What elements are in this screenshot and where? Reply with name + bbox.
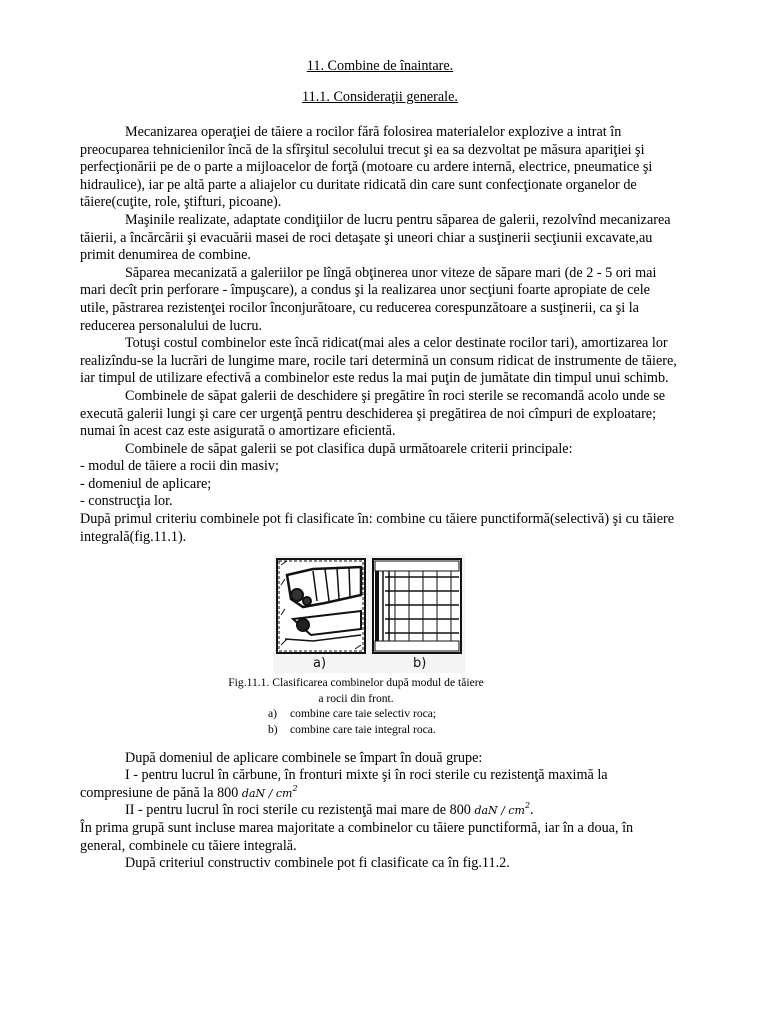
caption-item-marker: b) <box>268 723 278 737</box>
unit-exponent: 2 <box>524 801 531 811</box>
paragraph-9-text: I - pentru lucrul în cărbune, în fronturi mixte şi în roci sterile cu rezistenţă maximă la compresiune de pănă la 800 <box>80 767 608 801</box>
paragraph-6: Combinele de săpat galerii se pot clasifica după următoarele criterii principale: <box>125 440 573 457</box>
section-title-text: 11.1. Consideraţii generale. <box>302 89 458 105</box>
figure-image <box>273 555 465 673</box>
paragraph-9 <box>80 767 680 802</box>
section-title <box>80 89 680 107</box>
paragraph-12: După criteriul constructiv combinele pot fi clasificate ca în fig.11.2. <box>125 855 510 872</box>
criteria-item-2: - domeniul de aplicare; <box>80 475 212 492</box>
paragraph-10-text: II - pentru lucrul în roci sterile cu rezistenţă mai mare de 800 <box>125 802 471 819</box>
figure-label-b: b) <box>413 656 427 672</box>
caption-item-marker: a) <box>268 707 278 721</box>
figure-caption-item-a <box>268 706 680 722</box>
caption-item-text: combine care taie integral roca. <box>290 723 436 737</box>
chapter-title-text: 11. Combine de înaintare. <box>306 58 454 74</box>
paragraph-10 <box>80 802 680 820</box>
figure-label-a: a) <box>313 656 327 672</box>
paragraph-11: În prima grupă sunt incluse marea majoritate a combinelor cu tăiere punctiformă, iar în a doua, în general, combinele cu tăiere integrală. <box>80 820 634 854</box>
unit-text: daN / cm <box>241 786 293 800</box>
criteria-item-1: - modul de tăiere a rocii din masiv; <box>80 458 279 475</box>
document-page <box>80 58 680 873</box>
panel-a-drawing <box>277 559 365 653</box>
panel-b-drawing <box>373 559 461 653</box>
paragraph-8: După domeniul de aplicare combinele se împart în două grupe: <box>125 749 483 766</box>
paragraph-7: După primul criteriu combinele pot fi clasificate în: combine cu tăiere punctiformă(selectivă) şi cu tăiere integrală(fig.11.1). <box>80 511 675 545</box>
unit-text: daN / cm <box>474 804 525 818</box>
paragraph-3: Săparea mecanizată a galeriilor pe lîngă obţinerea unor viteze de săpare mari (de 2 - 5 ori mai mari decît prin perforare - împuşcare), a condus şi la realizarea unor secţiuni foarte apropiate de cele utile, păstrarea rezistenţei rocilor înconjurătoare, cu reducerea corespunzătoare a susţinerii, ca şi la reducerea personalului de lucru. <box>80 264 657 334</box>
paragraph-5: Combinele de săpat galerii de deschidere şi pregătire în roci sterile se recomandă acolo unde se execută galerii lungi şi care cer urgenţă pentru deschiderea şi pregătirea de noi cîmpuri de exploatare; numai în acest caz este asigurată o amortizare eficientă. <box>80 387 666 440</box>
criteria-item-3: - construcţia lor. <box>80 493 173 510</box>
unit-exponent: 2 <box>292 783 298 793</box>
figure-caption-item-b <box>268 722 680 738</box>
paragraph-10-end: . <box>530 802 534 819</box>
figure-11-1 <box>80 555 680 675</box>
figure-caption-line-1: Fig.11.1. Clasificarea combinelor după modul de tăiere <box>228 676 484 690</box>
unit-dan-cm2 <box>474 801 531 818</box>
figure-caption-line-2: a rocii din front. <box>318 691 394 705</box>
caption-item-text: combine care taie selectiv roca; <box>290 707 437 721</box>
chapter-title <box>80 58 680 76</box>
paragraph-1: Mecanizarea operaţiei de tăiere a rocilor fără folosirea materialelor explozive a intrat în preocuparea tehnicienilor încă de la sfîrşitul secolului trecut şi ea sa dezvoltat pe măsura apariţiei şi perfecţionării pe de o parte a mijloacelor de forţă (motoare cu ardere internă, electrice, pneumatice şi hidraulice), iar pe altă parte a aliajelor cu duritate ridicată din care sunt confecţionate organelor de tăiere(cuţite, role, ştifturi, picoane). <box>80 124 653 211</box>
paragraph-2: Maşinile realizate, adaptate condiţiilor de lucru pentru săparea de galerii, rezolvînd mecanizarea tăierii, a încărcării şi evacuării masei de roci detaşate şi uneori chiar a susţinerii secţiunii excavate,au primit denumirea de combine. <box>80 211 671 264</box>
unit-dan-cm2 <box>241 783 298 800</box>
combine-drawing <box>273 555 465 673</box>
paragraph-4: Totuşi costul combinelor este încă ridicat(mai ales a celor destinate rocilor tari), amortizarea lor realizîndu-se la lucrări de lungime mare, rocile tari determină un consum ridicat de instrumente de tăiere, iar timpul de utilizare efectivă a combinelor este redus la mai puţin de jumătate din timpul unui schimb. <box>80 335 677 387</box>
